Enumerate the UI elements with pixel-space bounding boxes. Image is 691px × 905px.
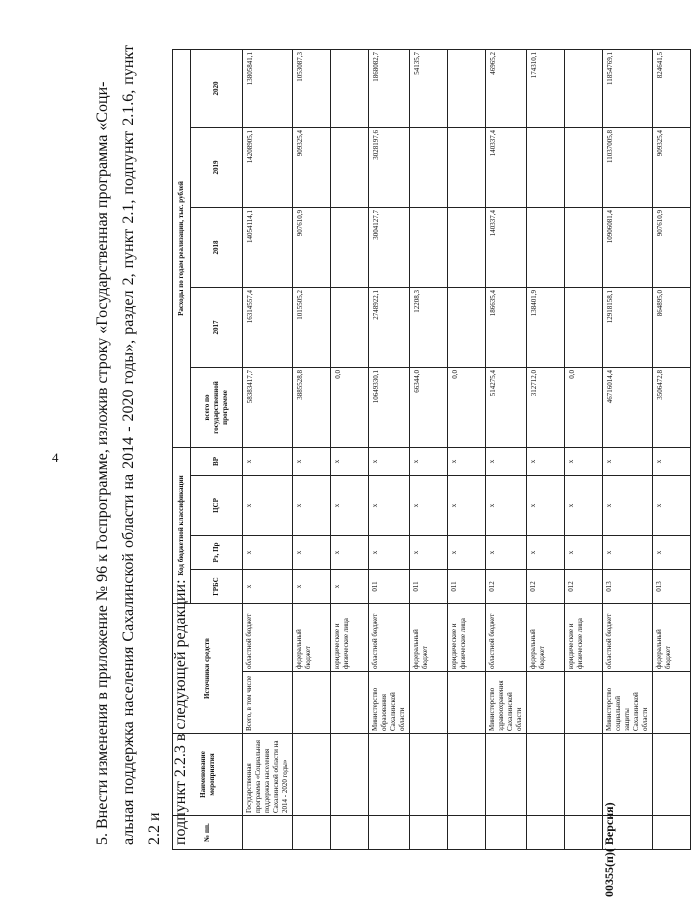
cell-y2017: 864895,0 <box>653 287 691 367</box>
cell-source: федеральный бюджет <box>527 604 565 672</box>
cell-csr: x <box>603 476 653 536</box>
cell-num <box>527 816 565 850</box>
cell-exec <box>527 672 565 734</box>
header-2019: 2019 <box>191 127 243 207</box>
cell-source: юридические и физические лица <box>565 604 603 672</box>
cell-exec <box>448 672 486 734</box>
cell-name <box>410 734 448 816</box>
cell-name <box>331 734 369 816</box>
cell-num <box>243 816 293 850</box>
cell-rzpr: x <box>486 536 527 570</box>
cell-total: 66344,0 <box>410 367 448 447</box>
intro-line-1: 5. Внести изменения в приложение № 96 к Госпрограмме, изложив строку «Государственная программа «Соци- <box>94 81 111 845</box>
cell-rzpr: x <box>243 536 293 570</box>
cell-total: 0,0 <box>565 367 603 447</box>
cell-csr: x <box>448 476 486 536</box>
cell-y2020: 46965,2 <box>486 49 527 127</box>
cell-grbs: 012 <box>527 570 565 604</box>
cell-total: 10649330,1 <box>369 367 410 447</box>
cell-y2018: 3004127,7 <box>369 207 410 287</box>
table-row <box>410 49 448 849</box>
cell-name <box>486 734 527 816</box>
cell-source: областной бюджет <box>369 604 410 672</box>
cell-vr: x <box>565 447 603 475</box>
table-row <box>565 49 603 849</box>
cell-total: 0,0 <box>448 367 486 447</box>
cell-vr: x <box>527 447 565 475</box>
cell-num <box>331 816 369 850</box>
cell-y2020: 54135,7 <box>410 49 448 127</box>
cell-exec: Министерство здравоохранения Сахалинской области <box>486 672 527 734</box>
cell-name <box>565 734 603 816</box>
cell-y2018: 10906081,4 <box>603 207 653 287</box>
cell-y2018 <box>565 207 603 287</box>
table-row <box>448 49 486 849</box>
cell-vr: x <box>486 447 527 475</box>
intro-line-3: подпункт 2.2.3 в следующей редакции: <box>172 579 189 845</box>
table-row <box>243 49 293 849</box>
cell-source: юридические и физические лица <box>331 604 369 672</box>
page-number: 4 <box>52 450 59 465</box>
cell-y2017: 12208,3 <box>410 287 448 367</box>
table-row <box>331 49 369 849</box>
cell-y2018: 14054114,1 <box>243 207 293 287</box>
cell-grbs: 011 <box>369 570 410 604</box>
cell-y2019 <box>448 127 486 207</box>
cell-grbs: x <box>243 570 293 604</box>
cell-y2020 <box>448 49 486 127</box>
cell-grbs: 011 <box>410 570 448 604</box>
cell-num <box>410 816 448 850</box>
header-grbs: ГРБС <box>191 570 243 604</box>
cell-source: федеральный бюджет <box>293 604 331 672</box>
cell-y2020 <box>331 49 369 127</box>
cell-exec <box>293 672 331 734</box>
intro-line-2: альная поддержка населения Сахалинской области на 2014 - 2020 годы», раздел 2, пункт 2.1, подпункт 2.1.6, пункт 2.2 и <box>120 45 163 845</box>
cell-y2020: 824641,5 <box>653 49 691 127</box>
cell-csr: x <box>486 476 527 536</box>
cell-exec <box>653 672 691 734</box>
cell-source: областной бюджет <box>486 604 527 672</box>
cell-rzpr: x <box>448 536 486 570</box>
table-row <box>653 49 691 849</box>
cell-y2020: 1868082,7 <box>369 49 410 127</box>
cell-vr: x <box>369 447 410 475</box>
cell-total: 58383417,7 <box>243 367 293 447</box>
cell-y2017: 186635,4 <box>486 287 527 367</box>
cell-grbs: 012 <box>486 570 527 604</box>
cell-y2017: 138401,9 <box>527 287 565 367</box>
header-num: № пп. <box>173 816 243 850</box>
cell-name <box>653 734 691 816</box>
cell-exec: Министерство образования Сахалинской области <box>369 672 410 734</box>
cell-rzpr: x <box>603 536 653 570</box>
table-row <box>293 49 331 849</box>
cell-name <box>448 734 486 816</box>
table-row <box>369 49 410 849</box>
header-expenses-group: Расходы по годам реализации, тыс. рублей <box>173 49 191 447</box>
header-csr: ЦСР <box>191 476 243 536</box>
budget-table <box>172 49 691 850</box>
header-2017: 2017 <box>191 287 243 367</box>
cell-total: 46716014,4 <box>603 367 653 447</box>
cell-vr: x <box>653 447 691 475</box>
cell-vr: x <box>243 447 293 475</box>
cell-grbs: 011 <box>448 570 486 604</box>
cell-name: Государственная программа «Социальная поддержка населения Сахалинской области на 2014 - 2020 годы» <box>243 734 293 816</box>
cell-y2017: 1015505,2 <box>293 287 331 367</box>
table-header-row <box>173 49 191 849</box>
cell-csr: x <box>527 476 565 536</box>
cell-y2019 <box>565 127 603 207</box>
cell-source: областной бюджет <box>243 604 293 672</box>
cell-total: 0,0 <box>331 367 369 447</box>
cell-y2017: 2748922,1 <box>369 287 410 367</box>
cell-y2019: 909325,4 <box>293 127 331 207</box>
cell-source: федеральный бюджет <box>653 604 691 672</box>
cell-y2018: 907610,9 <box>293 207 331 287</box>
cell-csr: x <box>410 476 448 536</box>
cell-vr: x <box>603 447 653 475</box>
cell-exec <box>331 672 369 734</box>
cell-rzpr: x <box>293 536 331 570</box>
cell-y2017 <box>565 287 603 367</box>
cell-rzpr: x <box>410 536 448 570</box>
cell-num <box>486 816 527 850</box>
cell-y2020: 1053087,3 <box>293 49 331 127</box>
cell-name <box>293 734 331 816</box>
cell-y2019: 909325,4 <box>653 127 691 207</box>
cell-csr: x <box>565 476 603 536</box>
cell-y2017: 12918158,1 <box>603 287 653 367</box>
cell-rzpr: x <box>653 536 691 570</box>
cell-y2019: 14208905,1 <box>243 127 293 207</box>
cell-y2018: 140337,4 <box>486 207 527 287</box>
table-body <box>243 49 691 849</box>
header-2020: 2020 <box>191 49 243 127</box>
header-total: всего по государственной программе <box>191 367 243 447</box>
cell-rzpr: x <box>565 536 603 570</box>
cell-name <box>527 734 565 816</box>
header-code-group: Код бюджетной классификации <box>173 447 191 603</box>
cell-grbs: 012 <box>565 570 603 604</box>
cell-y2018: 907610,9 <box>653 207 691 287</box>
cell-vr: x <box>331 447 369 475</box>
cell-y2018 <box>410 207 448 287</box>
cell-y2019 <box>527 127 565 207</box>
cell-num <box>293 816 331 850</box>
table-row <box>527 49 565 849</box>
cell-name <box>369 734 410 816</box>
cell-y2018 <box>448 207 486 287</box>
cell-csr: x <box>369 476 410 536</box>
cell-vr: x <box>448 447 486 475</box>
cell-csr: x <box>331 476 369 536</box>
cell-y2019: 140337,4 <box>486 127 527 207</box>
cell-vr: x <box>410 447 448 475</box>
cell-y2019 <box>331 127 369 207</box>
cell-y2017: 16314557,4 <box>243 287 293 367</box>
cell-y2018 <box>331 207 369 287</box>
cell-rzpr: x <box>331 536 369 570</box>
cell-csr: x <box>243 476 293 536</box>
cell-y2017 <box>331 287 369 367</box>
cell-vr: x <box>293 447 331 475</box>
cell-grbs: 013 <box>653 570 691 604</box>
cell-num <box>448 816 486 850</box>
cell-num <box>369 816 410 850</box>
document-footer: 00355(п)( Версия) <box>602 802 616 897</box>
cell-y2018 <box>527 207 565 287</box>
cell-total: 312712,0 <box>527 367 565 447</box>
cell-y2020 <box>565 49 603 127</box>
cell-y2019 <box>410 127 448 207</box>
cell-num <box>565 816 603 850</box>
cell-exec: Всего, в том числе <box>243 672 293 734</box>
table-row <box>603 49 653 849</box>
cell-y2019: 11037005,8 <box>603 127 653 207</box>
cell-source: юридические и физические лица <box>448 604 486 672</box>
header-vr: ВР <box>191 447 243 475</box>
header-2018: 2018 <box>191 207 243 287</box>
header-name: Наименование мероприятия <box>173 734 243 816</box>
cell-source: федеральный бюджет <box>410 604 448 672</box>
cell-csr: x <box>653 476 691 536</box>
cell-y2020: 13805841,1 <box>243 49 293 127</box>
cell-exec: Министерство социальной защиты Сахалинской области <box>603 672 653 734</box>
cell-rzpr: x <box>527 536 565 570</box>
cell-y2017 <box>448 287 486 367</box>
cell-source: областной бюджет <box>603 604 653 672</box>
cell-y2020: 11854769,1 <box>603 49 653 127</box>
cell-total: 514275,4 <box>486 367 527 447</box>
cell-grbs: 013 <box>603 570 653 604</box>
header-rzpr: Рз, Пр <box>191 536 243 570</box>
cell-y2019: 3028197,6 <box>369 127 410 207</box>
cell-csr: x <box>293 476 331 536</box>
cell-grbs: x <box>293 570 331 604</box>
cell-num <box>653 816 691 850</box>
cell-exec <box>410 672 448 734</box>
header-source: Источники средств <box>173 604 243 734</box>
cell-total: 3885528,8 <box>293 367 331 447</box>
table-row <box>486 49 527 849</box>
cell-grbs: x <box>331 570 369 604</box>
cell-rzpr: x <box>369 536 410 570</box>
cell-y2020: 174310,1 <box>527 49 565 127</box>
cell-exec <box>565 672 603 734</box>
cell-total: 3506472,8 <box>653 367 691 447</box>
